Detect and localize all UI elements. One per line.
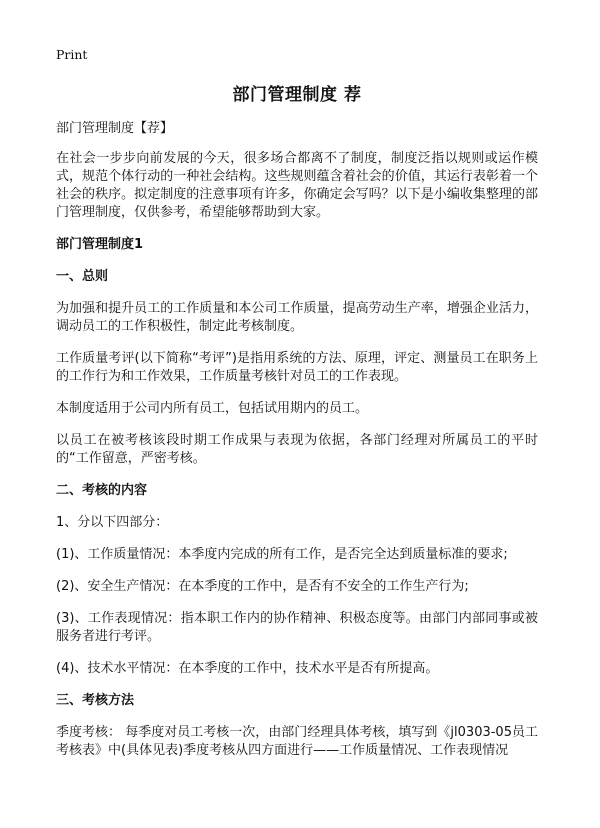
document-title: 部门管理制度 荐 bbox=[232, 85, 362, 105]
intro-paragraph: 在社会一步步向前发展的今天，很多场合都离不了制度，制度泛指以规则或运作模式，规范个体行动的一种社会结构。这些规则蕴含着社会的价值，其运行表彰着一个社会的秩序。拟定制度的注意事项有许多，你确定会写吗？以下是小编收集整理的部门管理制度，仅供参考，希望能够帮助到大家。 bbox=[56, 151, 538, 220]
part1-paragraph-1: 为加强和提升员工的工作质量和本公司工作质量，提高劳动生产率，增强企业活力，调动员工的工作积极性，制定此考核制度。 bbox=[56, 301, 538, 334]
part2-heading: 二、考核的内容 bbox=[56, 483, 148, 498]
part1-paragraph-2: 工作质量考评(以下简称“考评”)是指用系统的方法、原理，评定、测量员工在职务上的工作行为和工作效果，工作质量考核针对员工的工作表现。 bbox=[56, 351, 538, 384]
part3-heading: 三、考核方法 bbox=[56, 693, 135, 708]
part1-paragraph-3: 本制度适用于公司内所有员工，包括试用期内的员工。 bbox=[56, 401, 369, 416]
print-label: Print bbox=[56, 47, 88, 62]
part2-item-1: (1)、工作质量情况：本季度内完成的所有工作，是否完全达到质量标准的要求; bbox=[56, 547, 508, 562]
part2-item-4: (4)、技术水平情况：在本季度的工作中，技术水平是否有所提高。 bbox=[56, 661, 439, 676]
part2-intro: 1、分以下四部分： bbox=[56, 515, 169, 530]
document-subtitle: 部门管理制度【荐】 bbox=[56, 121, 174, 136]
part1-heading: 一、总则 bbox=[56, 269, 109, 284]
part1-paragraph-4: 以员工在被考核该段时期工作成果与表现为依据，各部门经理对所属员工的平时的“工作留意，严密考核。 bbox=[56, 433, 538, 466]
part3-paragraph-1: 季度考核： 每季度对员工考核一次，由部门经理具体考核，填写到《jl0303-05员工考核表》中(具体见表)季度考核从四方面进行——工作质量情况、工作表现情况 bbox=[56, 725, 538, 758]
part2-item-2: (2)、安全生产情况：在本季度的工作中，是否有不安全的工作生产行为; bbox=[56, 579, 469, 594]
section-title: 部门管理制度1 bbox=[56, 237, 144, 252]
part2-item-3: (3)、工作表现情况：指本职工作内的协作精神、积极态度等。由部门内部同事或被服务者进行考评。 bbox=[56, 611, 538, 644]
